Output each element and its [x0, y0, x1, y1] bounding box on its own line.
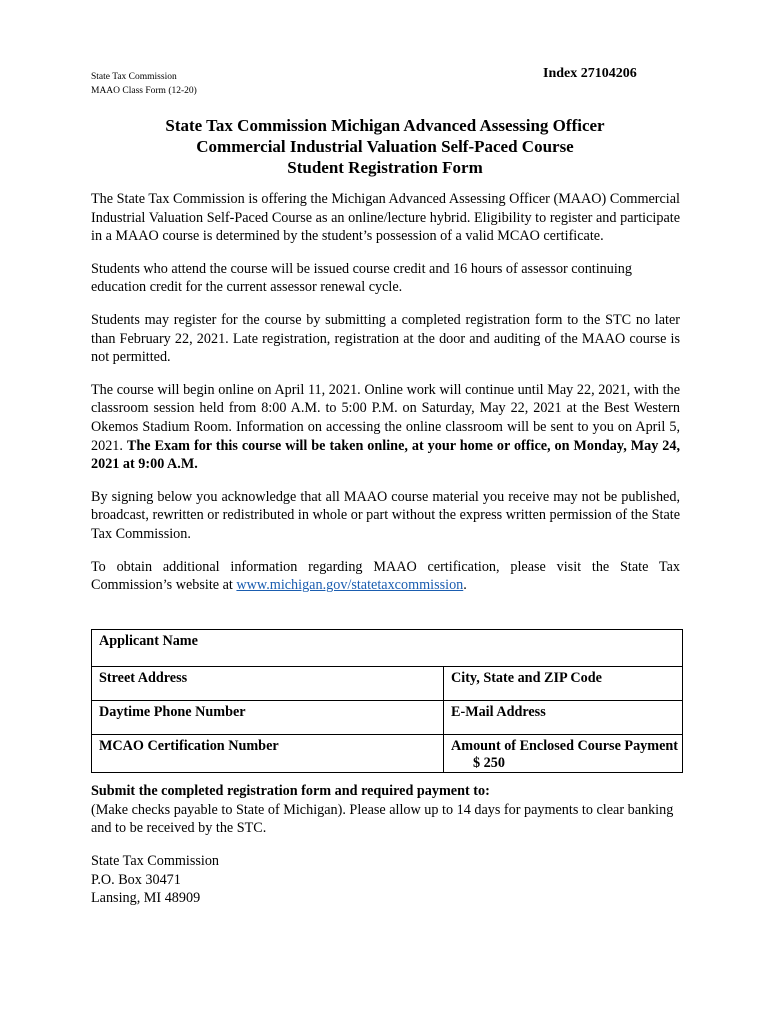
form-row-name — [92, 630, 683, 667]
body-text — [91, 190, 680, 609]
mcao-number-label: MCAO Certification Number — [99, 738, 279, 754]
daytime-phone-label: Daytime Phone Number — [99, 704, 246, 720]
paragraph-schedule — [91, 381, 680, 474]
stc-website-link[interactable]: www.michigan.gov/statetaxcommission — [236, 577, 464, 594]
info-text-end: . — [463, 577, 467, 594]
submit-note: (Make checks payable to State of Michigan). Please allow up to 14 days for payments to clear banking and to be received by the STC. — [91, 801, 674, 837]
form-row-certification — [92, 735, 683, 773]
email-label: E-Mail Address — [451, 704, 546, 720]
street-address-label: Street Address — [99, 670, 188, 686]
applicant-name-field[interactable] — [92, 630, 683, 667]
city-state-zip-field[interactable] — [444, 667, 683, 701]
title-line-1: State Tax Commission Michigan Advanced Assessing Officer — [165, 116, 605, 135]
mcao-number-field[interactable] — [92, 735, 444, 773]
title-line-2: Commercial Industrial Valuation Self-Paced Course — [196, 137, 574, 156]
payment-field[interactable] — [444, 735, 683, 773]
paragraph-info — [91, 558, 680, 595]
header-left — [91, 70, 197, 98]
email-field[interactable] — [444, 701, 683, 735]
registration-form-table — [91, 629, 683, 773]
address-line-3: Lansing, MI 48909 — [91, 890, 201, 907]
payment-label: Amount of Enclosed Course Payment — [451, 738, 678, 754]
address-line-2: P.O. Box 30471 — [91, 871, 181, 888]
address-line-1: State Tax Commission — [91, 853, 220, 869]
street-address-field[interactable] — [92, 667, 444, 701]
schedule-text: The course will begin online on April 11, 2021. Online work will continue until May 22, 2021, with the classroom session held from 8:00 A.M. to 5:00 P.M. on Saturday, May 22, 2021 at the Best Western Okemos Stadium Room. Information on accessing the online classroom will be sent to you on April 5, 2021. — [91, 381, 680, 454]
paragraph-intro: The State Tax Commission is offering the Michigan Advanced Assessing Officer (MAAO) Commercial Industrial Valuation Self-Paced Course as an online/lecture hybrid. Eligibility to register and participate in a MAAO course is determined by the student’s possession of a valid MCAO certificate. — [91, 191, 680, 245]
header-form-id: MAAO Class Form (12-20) — [91, 86, 197, 96]
applicant-name-label: Applicant Name — [99, 633, 198, 649]
paragraph-acknowledgement: By signing below you acknowledge that all MAAO course material you receive may not be published, broadcast, rewritten or redistributed in whole or part without the express written permission of the State Tax Commission. — [91, 488, 680, 542]
daytime-phone-field[interactable] — [92, 701, 444, 735]
paragraph-registration: Students may register for the course by submitting a completed registration form to the STC no later than February 22, 2021. Late registration, registration at the door and auditing of the MAAO course is not permitted. — [91, 311, 680, 366]
form-row-contact — [92, 701, 683, 735]
payment-amount: $ 250 — [473, 755, 505, 771]
form-row-address — [92, 667, 683, 701]
header-index: Index 27104206 — [543, 66, 637, 81]
info-text: To obtain additional information regarding MAAO certification, please visit the State Tax Commission’s website at — [91, 558, 680, 594]
exam-notice: The Exam for this course will be taken online, at your home or office, on Monday, May 24, 2021 at 9:00 A.M. — [91, 437, 680, 473]
header-agency: State Tax Commission — [91, 72, 177, 82]
mailing-address — [91, 852, 219, 908]
title-line-3: Student Registration Form — [287, 158, 483, 177]
paragraph-credit: Students who attend the course will be issued course credit and 16 hours of assessor continuing education credit for the current assessor renewal cycle. — [91, 260, 632, 296]
submit-instructions — [91, 782, 681, 838]
document-title — [91, 115, 679, 178]
city-state-zip-label: City, State and ZIP Code — [451, 670, 602, 686]
submit-heading: Submit the completed registration form and required payment to: — [91, 783, 490, 799]
